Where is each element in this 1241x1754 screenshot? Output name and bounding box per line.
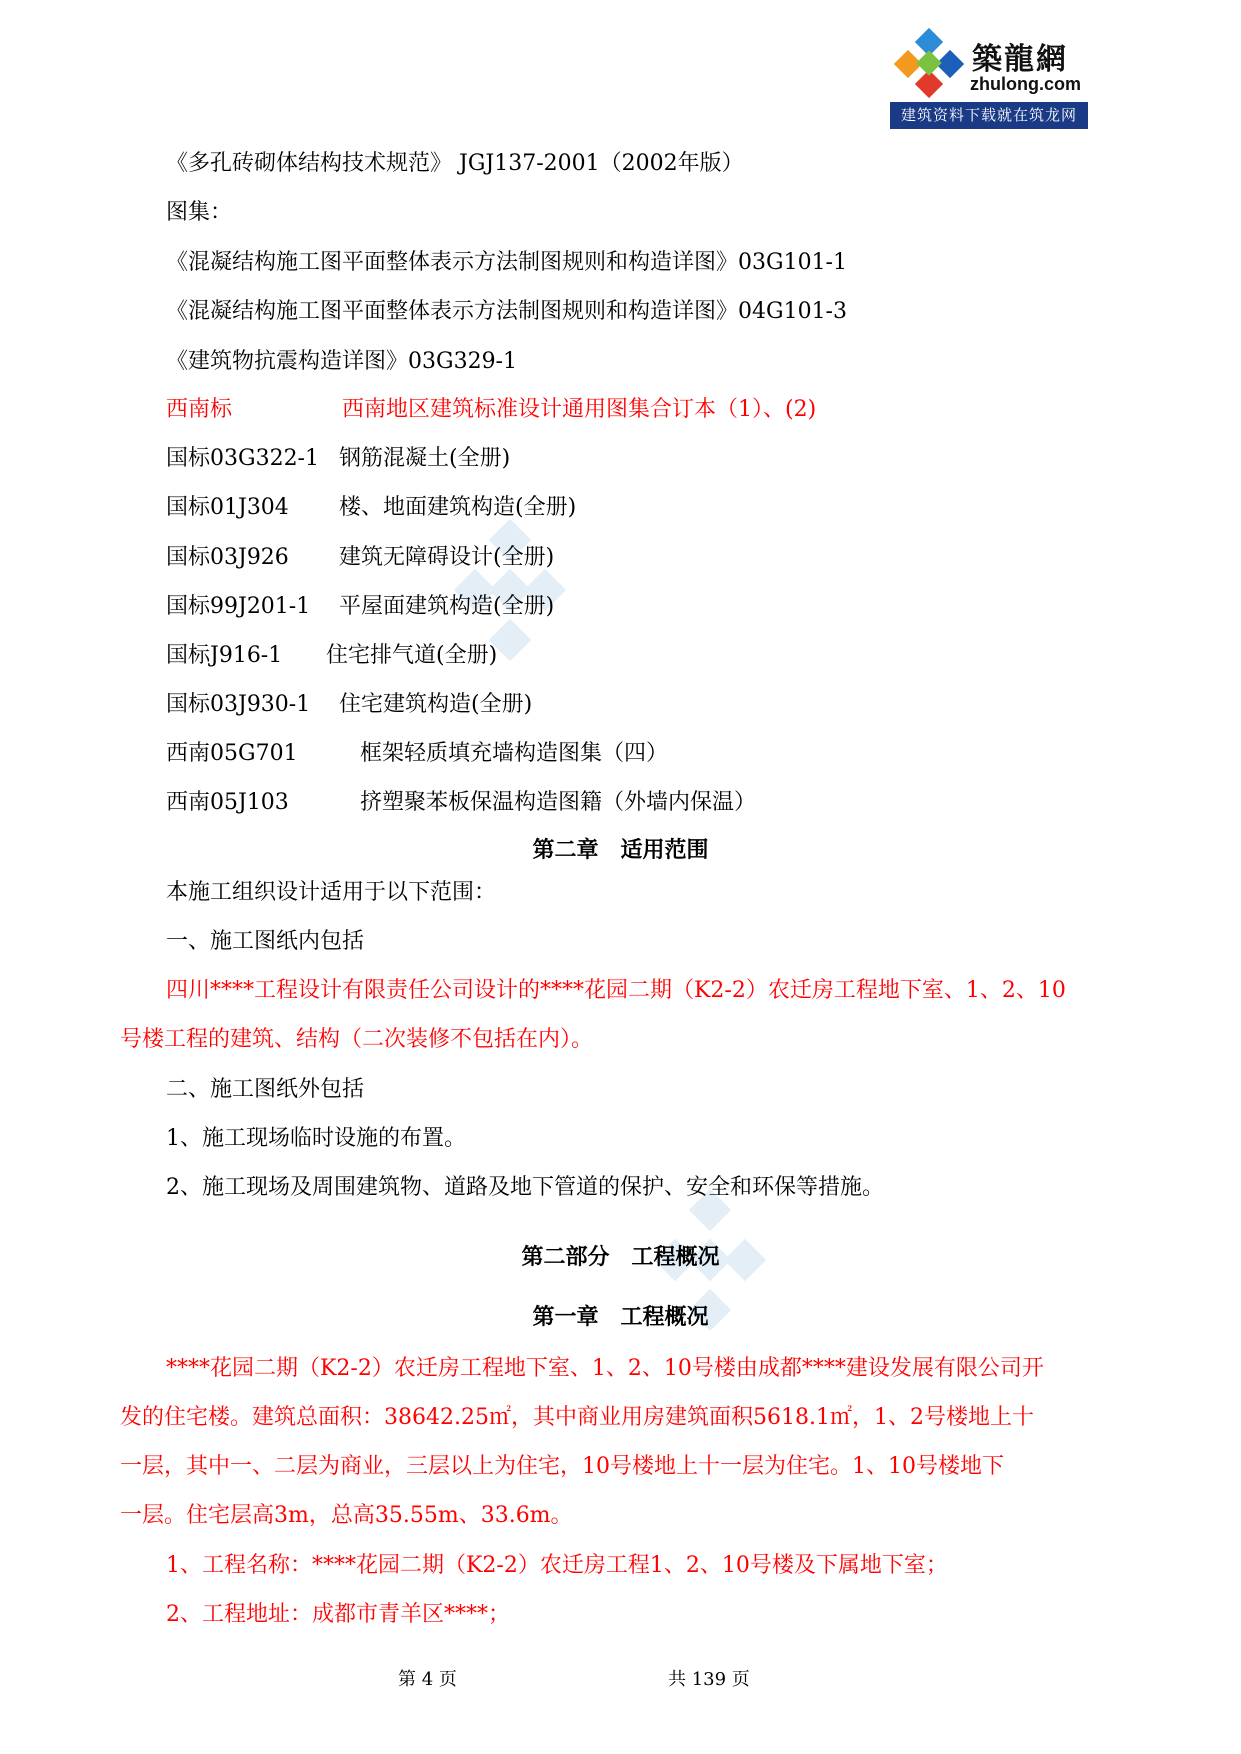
- logo-top: [890, 28, 1088, 100]
- paragraph-line: 一层。住宅层高3m，总高35.55m、33.6m。: [120, 1503, 573, 1528]
- code-row-name: 平屋面建筑构造(全册): [339, 594, 555, 619]
- code-row-code: 国标99J201-1: [166, 594, 311, 619]
- code-row-code: 西南标: [166, 397, 233, 422]
- standard-item: 《多孔砖砌体结构技术规范》 JGJ137-2001（2002年版）: [166, 151, 744, 176]
- code-row-code: 国标01J304: [166, 495, 289, 520]
- paragraph: 本施工组织设计适用于以下范围：: [166, 880, 497, 905]
- chapter-title: 第一章 工程概况: [532, 1304, 709, 1330]
- code-row-code: 国标03J930-1: [166, 692, 311, 717]
- code-row-code: 西南05J103: [166, 790, 289, 815]
- list-item: 2、工程地址：成都市青羊区****；: [166, 1602, 510, 1627]
- code-row-name: 钢筋混凝土(全册): [339, 446, 511, 471]
- part-title: 第二部分 工程概况: [521, 1244, 720, 1270]
- list-item: 1、工程名称：****花园二期（K2-2）农迁房工程1、2、10号楼及下属地下室；: [166, 1553, 948, 1578]
- code-row-name: 西南地区建筑标准设计通用图集合订本（1）、(2): [342, 397, 817, 422]
- code-row-code: 西南05G701: [166, 741, 298, 766]
- watermark-icon: [440, 520, 580, 660]
- paragraph-line: 发的住宅楼。建筑总面积：38642.25㎡，其中商业用房建筑面积5618.1㎡，1、2号楼地上十: [120, 1405, 1034, 1430]
- code-row-name: 框架轻质填充墙构造图集（四）: [360, 741, 669, 766]
- code-row-code: 国标03G322-1: [166, 446, 319, 471]
- code-row-name: 建筑无障碍设计(全册): [339, 545, 555, 570]
- code-row-name: 住宅建筑构造(全册): [339, 692, 533, 717]
- logo-name: 築龍網: [972, 42, 1068, 77]
- logo-site: zhulong.com: [970, 74, 1081, 94]
- list-item: 1、施工现场临时设施的布置。: [166, 1126, 466, 1151]
- section-heading: 一、施工图纸内包括: [166, 929, 365, 954]
- logo-slogan: 建筑资料下载就在筑龙网: [890, 102, 1088, 129]
- logo-mark-icon: [892, 28, 966, 100]
- paragraph-line: 一层，其中一、二层为商业，三层以上为住宅，10号楼地上十一层为住宅。1、10号楼地下: [120, 1454, 1004, 1479]
- paragraph-line: 号楼工程的建筑、结构（二次装修不包括在内）。: [120, 1027, 594, 1052]
- page-number: 第 4 页: [398, 1669, 457, 1690]
- atlas-item: 《建筑物抗震构造详图》03G329-1: [166, 349, 517, 374]
- zhulong-logo: [890, 28, 1088, 129]
- code-row-name: 住宅排气道(全册): [326, 643, 498, 668]
- chapter-title: 第二章 适用范围: [532, 837, 709, 863]
- section-heading: 二、施工图纸外包括: [166, 1077, 365, 1102]
- atlas-item: 《混凝结构施工图平面整体表示方法制图规则和构造详图》03G101-1: [166, 250, 847, 275]
- code-row-code: 国标J916-1: [166, 643, 283, 668]
- code-row-name: 楼、地面建筑构造(全册): [339, 495, 577, 520]
- page-total: 共 139 页: [668, 1669, 750, 1690]
- paragraph-line: ****花园二期（K2-2）农迁房工程地下室、1、2、10号楼由成都****建设发展有限公司开: [166, 1356, 1044, 1381]
- paragraph-line: 四川****工程设计有限责任公司设计的****花园二期（K2-2）农迁房工程地下室、1、2、10: [166, 978, 1066, 1003]
- code-row-name: 挤塑聚苯板保温构造图籍（外墙内保温）: [360, 790, 757, 815]
- atlas-heading: 图集：: [166, 200, 233, 225]
- atlas-item: 《混凝结构施工图平面整体表示方法制图规则和构造详图》04G101-3: [166, 299, 847, 324]
- code-row-code: 国标03J926: [166, 545, 289, 570]
- list-item: 2、施工现场及周围建筑物、道路及地下管道的保护、安全和环保等措施。: [166, 1175, 884, 1200]
